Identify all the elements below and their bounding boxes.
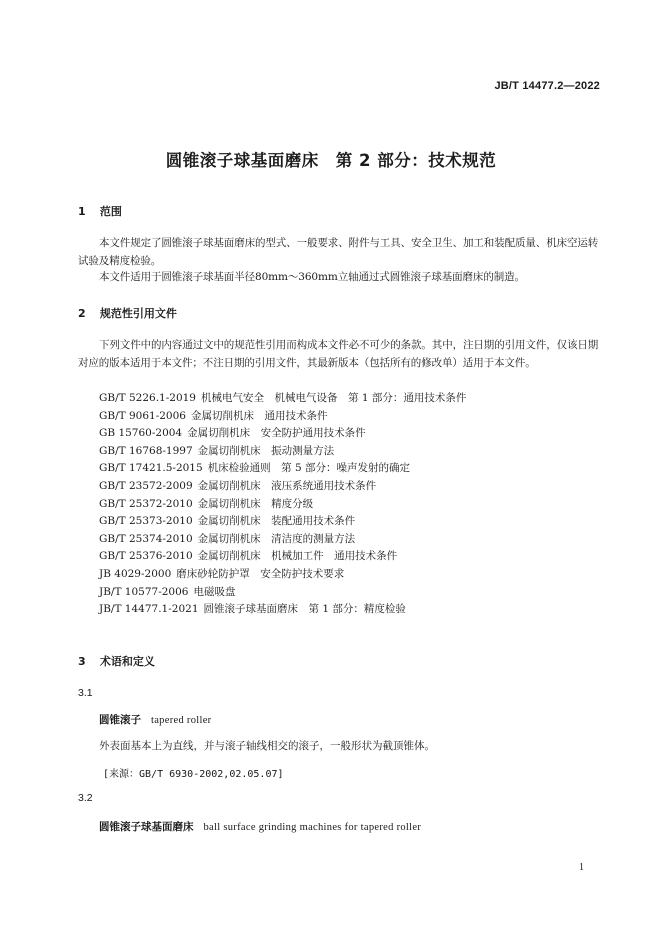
reference-name: 磨床砂轮防护罩 安全防护技术要求: [176, 567, 345, 580]
reference-item: [99, 425, 599, 443]
reference-code: GB/T 25374-2010: [99, 532, 193, 545]
reference-item: [99, 601, 599, 619]
reference-item: [99, 496, 599, 514]
reference-code: GB 15760-2004: [99, 427, 183, 440]
reference-item: [99, 478, 599, 496]
standard-code: JB/T 14477.2—2022: [494, 80, 600, 92]
term-number: 3.2: [78, 792, 93, 804]
reference-item: [99, 531, 599, 549]
reference-name: 机床检验通则 第 5 部分：噪声发射的确定: [207, 462, 411, 475]
term-name: [99, 819, 421, 834]
scope-paragraph-1: 本文件规定了圆锥滚子球基面磨床的型式、一般要求、附件与工具、安全卫生、加工和装配质量、机床空运转试验及精度检验。: [78, 237, 599, 267]
reference-item: [99, 460, 599, 478]
reference-item: [99, 513, 599, 531]
reference-item: [99, 548, 599, 566]
document-title: 圆锥滚子球基面磨床 第 2 部分：技术规范: [165, 151, 497, 170]
reference-code: GB/T 5226.1-2019: [99, 392, 196, 404]
term-name-zh: 圆锥滚子: [99, 714, 141, 726]
section-2-heading: [78, 305, 177, 321]
section-1-heading: [78, 203, 122, 219]
reference-item: [99, 408, 599, 426]
reference-code: GB/T 25372-2010: [99, 497, 193, 510]
term-source: [来源：GB/T 6930-2002,02.05.07]: [103, 769, 284, 780]
term-name-zh: 圆锥滚子球基面磨床: [99, 821, 194, 833]
term-name-en: tapered roller: [151, 715, 212, 726]
reference-code: GB/T 25376-2010: [99, 550, 193, 563]
reference-code: GB/T 16768-1997: [99, 444, 193, 457]
reference-item: [99, 584, 599, 602]
reference-item: [99, 390, 599, 408]
reference-code: JB/T 14477.1-2021: [99, 603, 199, 616]
reference-name: 机械电气安全 机械电气设备 第 1 部分：通用技术条件: [201, 392, 467, 404]
reference-name: 金属切削机床 安全防护通用技术条件: [187, 427, 366, 440]
reference-name: 金属切削机床 精度分级: [197, 497, 314, 510]
reference-name: 圆锥滚子球基面磨床 第 1 部分：精度检验: [203, 603, 406, 616]
reference-name: 电磁吸盘: [193, 585, 236, 598]
reference-item: [99, 566, 599, 584]
section-title: 范围: [99, 205, 122, 218]
reference-list: [99, 390, 599, 619]
section-number: 2: [78, 307, 86, 320]
reference-name: 金属切削机床 清洁度的测量方法: [197, 532, 356, 545]
reference-name: 金属切削机床 机械加工件 通用技术条件: [197, 550, 398, 563]
reference-code: JB 4029-2000: [99, 567, 172, 580]
reference-name: 金属切削机床 装配通用技术条件: [197, 515, 356, 528]
reference-item: [99, 443, 599, 461]
page-number: 1: [579, 862, 584, 873]
term-name-en: ball surface grinding machines for tapered roller: [203, 822, 422, 833]
section-title: 术语和定义: [99, 655, 155, 668]
section-number: 3: [78, 655, 86, 668]
reference-code: GB/T 25373-2010: [99, 515, 193, 528]
reference-name: 金属切削机床 通用技术条件: [190, 409, 328, 422]
term-definition: 外表面基本上为直线，并与滚子轴线相交的滚子，一般形状为截顶锥体。: [99, 740, 435, 752]
reference-name: 金属切削机床 液压系统通用技术条件: [197, 479, 377, 492]
references-intro: 下列文件中的内容通过文中的规范性引用而构成本文件必不可少的条款。其中，注日期的引用文件，仅该日期对应的版本适用于本文件；不注日期的引用文件，其最新版本（包括所有的修改单）适用于本文件。: [78, 339, 599, 369]
scope-paragraph-2: 本文件适用于圆锥滚子球基面半径80mm～360mm立轴通过式圆锥滚子球基面磨床的制造。: [99, 271, 525, 283]
term-name: [99, 712, 211, 727]
reference-code: GB/T 23572-2009: [99, 479, 193, 492]
reference-code: GB/T 17421.5-2015: [99, 462, 203, 475]
section-3-heading: [78, 653, 155, 669]
section-title: 规范性引用文件: [99, 307, 177, 320]
reference-name: 金属切削机床 振动测量方法: [197, 444, 335, 457]
section-number: 1: [78, 205, 86, 218]
reference-code: GB/T 9061-2006: [99, 409, 186, 422]
reference-code: JB/T 10577-2006: [99, 585, 189, 598]
term-number: 3.1: [78, 687, 93, 699]
